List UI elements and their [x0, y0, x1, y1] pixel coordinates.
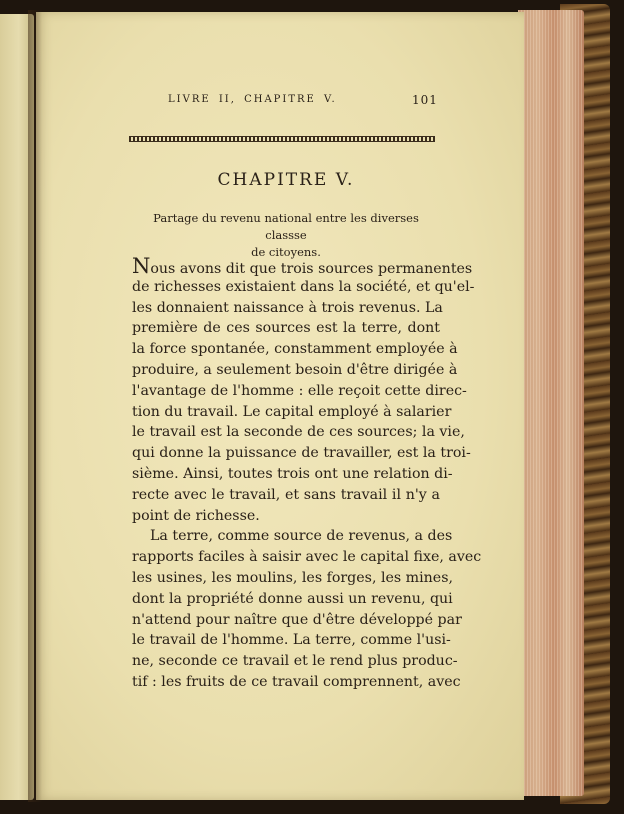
subtitle-line: Partage du revenu national entre les diverses classse	[153, 211, 419, 242]
ornament-rule	[129, 136, 435, 142]
paragraph-line: recte avec le travail, et sans travail il n'y a	[132, 486, 440, 503]
paragraph-line: tion du travail. Le capital employé à salarier	[132, 403, 452, 420]
paragraph-line: tif : les fruits de ce travail comprennent, avec	[132, 673, 461, 690]
paragraph-line: sième. Ainsi, toutes trois ont une relation di-	[132, 465, 453, 482]
paragraph-line: La terre, comme source de revenus, a des	[150, 528, 453, 545]
paragraph-line: les usines, les moulins, les forges, les mines,	[132, 569, 453, 586]
body-text	[132, 254, 482, 693]
paragraph-line	[132, 254, 473, 278]
paragraph-line: de richesses existaient dans la société, et qu'el-	[132, 278, 475, 295]
chapter-title: CHAPITRE V.	[217, 170, 355, 190]
gutter-shadow	[28, 10, 42, 802]
paragraph-line: ne, seconde ce travail et le rend plus produc-	[132, 653, 458, 670]
paragraph-line: produire, a seulement besoin d'être dirigée à	[132, 361, 458, 378]
book-page	[36, 12, 524, 800]
chapter-subtitle	[132, 210, 440, 261]
paragraph-line: dont la propriété donne aussi un revenu, qui	[132, 590, 453, 607]
paragraph-line: rapports faciles à saisir avec le capital fixe, avec	[132, 549, 482, 566]
paragraph-line: la force spontanée, constamment employée à	[132, 341, 458, 358]
page-edges	[518, 10, 584, 796]
first-line-text: ous avons dit que trois sources permanentes	[150, 261, 473, 277]
paragraph-line: qui donne la puissance de travailler, est la troi-	[132, 445, 471, 462]
page-number: 101	[412, 93, 438, 107]
running-head: LIVRE II, CHAPITRE V.	[168, 94, 337, 105]
paragraph-line: le travail est la seconde de ces sources; la vie,	[132, 424, 465, 441]
paragraph-line: point de richesse.	[132, 507, 260, 524]
paragraph-line: l'avantage de l'homme : elle reçoit cette direc-	[132, 382, 467, 399]
paragraph-line: les donnaient naissance à trois revenus. La	[132, 299, 443, 316]
paragraph-line: le travail de l'homme. La terre, comme l'usi-	[132, 632, 451, 649]
subtitle-line: de citoyens.	[251, 245, 321, 259]
drop-letter: N	[132, 254, 151, 278]
paragraph-line: première de ces sources est la terre, dont	[132, 320, 440, 337]
paragraph-line: n'attend pour naître que d'être développé par	[132, 611, 462, 628]
